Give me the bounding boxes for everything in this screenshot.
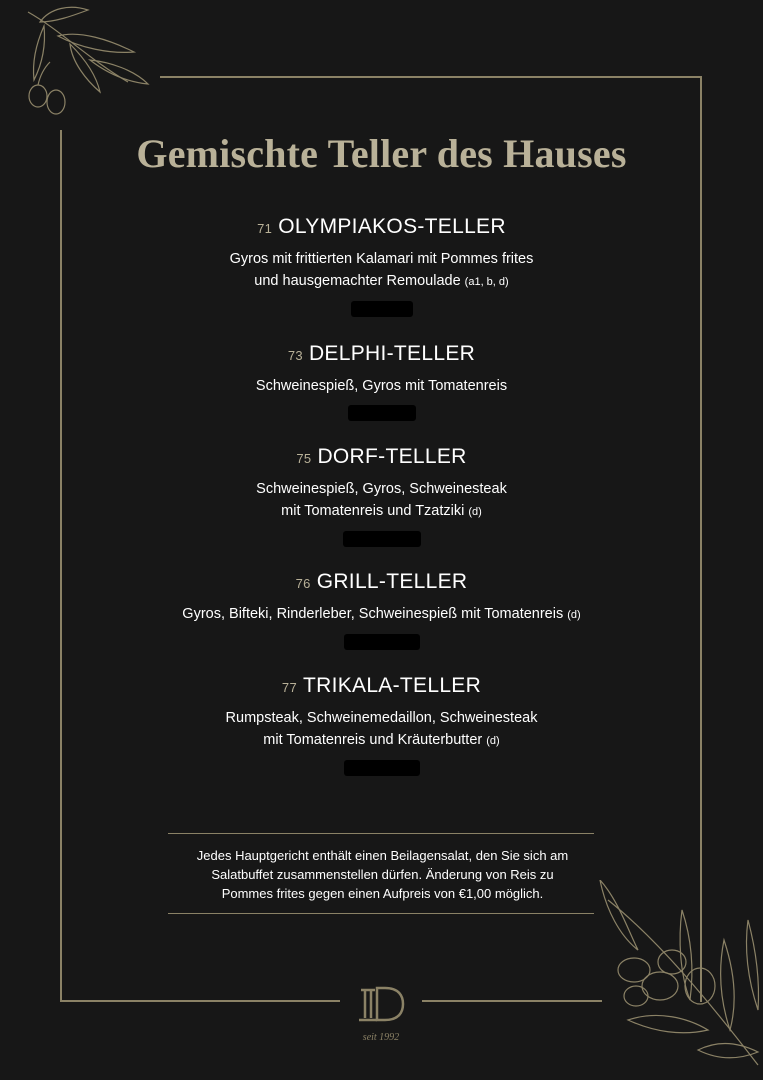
note-line: Salatbuffet zusammenstellen dürfen. Änderung von Reis zu bbox=[211, 867, 554, 882]
item-allergens: (a1, b, d) bbox=[464, 276, 509, 288]
menu-item bbox=[0, 673, 763, 776]
item-name: GRILL-TELLER bbox=[316, 570, 468, 593]
item-number: 71 bbox=[257, 221, 273, 236]
olive-branch-bottom-right-icon bbox=[598, 880, 763, 1080]
logo-since-text: seit 1992 bbox=[362, 1032, 400, 1043]
side-salad-note bbox=[170, 846, 595, 903]
page-title: Gemischte Teller des Hauses bbox=[136, 131, 627, 176]
item-description bbox=[0, 478, 763, 523]
item-description bbox=[0, 603, 763, 626]
note-bottom-divider bbox=[168, 913, 594, 914]
item-number: 77 bbox=[281, 680, 297, 695]
menu-item bbox=[0, 444, 763, 547]
item-description-line: Gyros mit frittierten Kalamari mit Pommes frites bbox=[229, 251, 534, 267]
item-name: DORF-TELLER bbox=[317, 445, 467, 468]
menu-item bbox=[0, 569, 763, 650]
item-heading bbox=[0, 673, 763, 701]
olive-branch-top-left-icon bbox=[10, 0, 160, 130]
item-name: DELPHI-TELLER bbox=[308, 342, 476, 365]
price-redacted bbox=[343, 531, 421, 547]
frame-bottom-right-line bbox=[422, 1000, 602, 1002]
item-heading bbox=[0, 569, 763, 597]
item-number: 73 bbox=[287, 348, 303, 363]
item-description bbox=[0, 375, 763, 397]
item-description bbox=[0, 707, 763, 752]
restaurant-logo bbox=[355, 984, 407, 1043]
note-top-divider bbox=[168, 833, 594, 834]
item-description-line bbox=[0, 729, 763, 752]
item-description-line: Rumpsteak, Schweinemedaillon, Schweinesteak bbox=[225, 710, 538, 726]
item-heading bbox=[0, 341, 763, 369]
item-description-line bbox=[0, 603, 763, 626]
note-line: Jedes Hauptgericht enthält einen Beilagensalat, den Sie sich am bbox=[196, 848, 569, 863]
item-number: 76 bbox=[295, 576, 311, 591]
item-allergens: (d) bbox=[486, 735, 500, 747]
item-description-text: mit Tomatenreis und Kräuterbutter bbox=[263, 732, 483, 748]
item-description-text: Gyros, Bifteki, Rinderleber, Schweinespieß mit Tomatenreis bbox=[182, 606, 564, 622]
item-description-line bbox=[0, 500, 763, 523]
item-name: TRIKALA-TELLER bbox=[302, 674, 482, 697]
item-heading bbox=[0, 214, 763, 242]
item-allergens: (d) bbox=[567, 609, 581, 621]
price-redacted bbox=[344, 634, 420, 650]
menu-item bbox=[0, 341, 763, 421]
item-allergens: (d) bbox=[468, 506, 482, 518]
item-name: OLYMPIAKOS-TELLER bbox=[278, 215, 506, 238]
menu-item bbox=[0, 214, 763, 317]
item-description-line: Schweinespieß, Gyros mit Tomatenreis bbox=[255, 378, 508, 394]
note-line: Pommes frites gegen einen Aufpreis von €1,00 möglich. bbox=[221, 886, 544, 901]
price-redacted bbox=[351, 301, 413, 317]
item-description-text: mit Tomatenreis und Tzatziki bbox=[281, 503, 465, 519]
frame-top-line bbox=[160, 76, 702, 78]
item-description bbox=[0, 248, 763, 293]
item-description-line bbox=[0, 270, 763, 293]
item-heading bbox=[0, 444, 763, 472]
price-redacted bbox=[348, 405, 416, 421]
item-number: 75 bbox=[296, 451, 312, 466]
restaurant-logo-icon bbox=[355, 984, 407, 1024]
price-redacted bbox=[344, 760, 420, 776]
frame-bottom-left-line bbox=[60, 1000, 340, 1002]
item-description-line: Schweinespieß, Gyros, Schweinesteak bbox=[256, 481, 507, 497]
item-description-text: und hausgemachter Remoulade bbox=[254, 273, 461, 289]
